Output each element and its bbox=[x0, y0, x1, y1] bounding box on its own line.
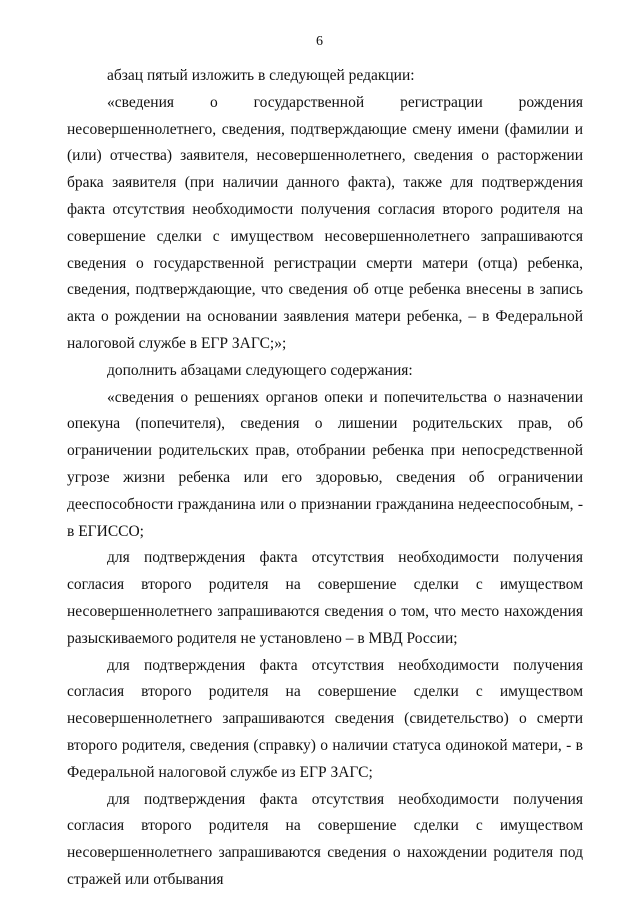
paragraph-add-clauses: дополнить абзацами следующего содержания: bbox=[107, 361, 413, 379]
document-body bbox=[67, 63, 583, 894]
page-number: 6 bbox=[316, 34, 323, 49]
paragraph-birth-registration-info: «сведения о государственной регистрации рождения несовершеннолетнего, сведения, подтверждающие смену имени (фамилии и (или) отчества) заявителя, несовершеннолетнего, сведения о расторжении брака заявителя (при наличии данного факта), также для подтверждения факта отсутствия необходимости получения согласия второго родителя на совершение сделки с имуществом несовершеннолетнего запрашиваются сведения о государственной регистрации смерти матери (отца) ребенка, сведения, подтверждающие, что сведения об отце ребенка внесены в запись акта о рождении на основании заявления матери ребенка, – в Федеральной налоговой службе в ЕГР ЗАГС;»; bbox=[67, 93, 583, 352]
paragraph-amend-fifth: абзац пятый изложить в следующей редакции: bbox=[107, 67, 415, 84]
paragraph-wanted-parent-info: для подтверждения факта отсутствия необходимости получения согласия второго родителя на совершение сделки с имуществом несовершеннолетнего запрашиваются сведения о том, что место нахождения разыскиваемого родителя не установлено – в МВД России; bbox=[67, 549, 583, 647]
paragraph-death-single-mother-info: для подтверждения факта отсутствия необходимости получения согласия второго родителя на совершение сделки с имуществом несовершеннолетнего запрашиваются сведения (свидетельство) о смерти второго родителя, сведения (справку) о наличии статуса одинокой матери, - в Федеральной налоговой службе из ЕГР ЗАГС; bbox=[67, 656, 583, 781]
paragraph-guardianship-info: «сведения о решениях органов опеки и попечительства о назначении опекуна (попечителя), сведения о лишении родительских прав, об ограничении родительских прав, отобрании ребенка при непосредственной угрозе жизни ребенка или его здоровью, сведения об ограничении дееспособности гражданина или о признании гражданина недееспособным, - в ЕГИССО; bbox=[67, 388, 583, 540]
paragraph-custody-info: для подтверждения факта отсутствия необходимости получения согласия второго родителя на совершение сделки с имуществом несовершеннолетнего запрашиваются сведения о нахождении родителя под стражей или отбывания bbox=[67, 790, 583, 888]
